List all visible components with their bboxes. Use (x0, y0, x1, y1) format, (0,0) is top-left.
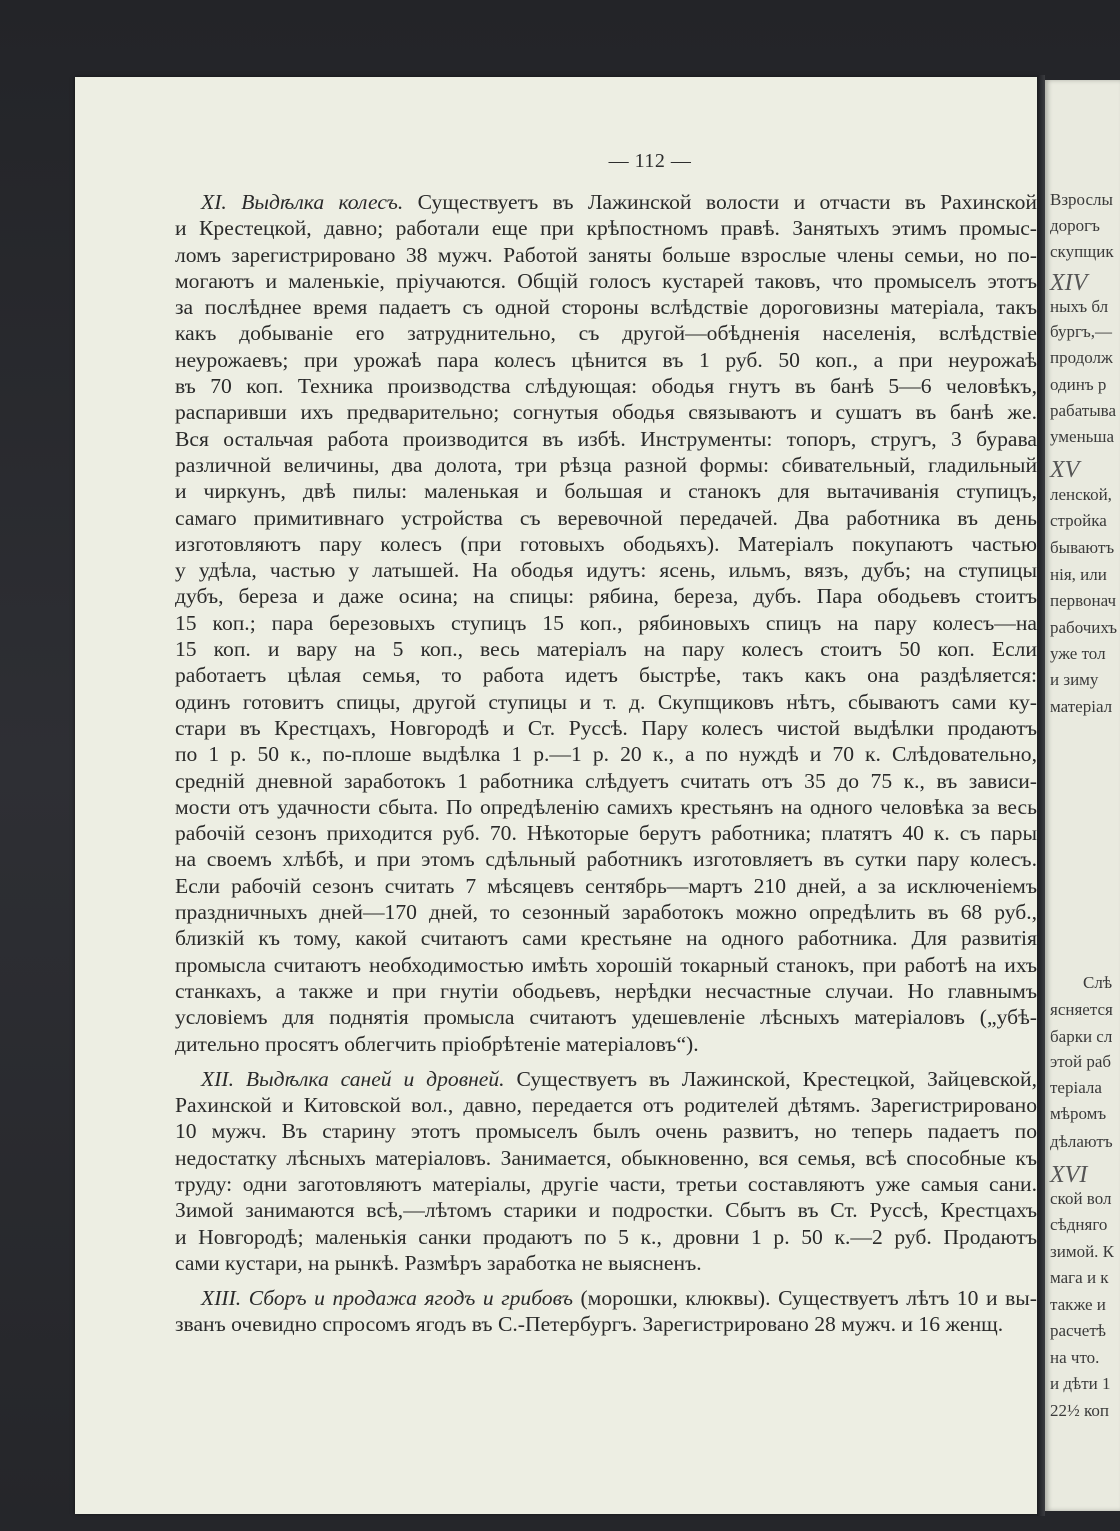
adjacent-page-line: ясняется (1050, 1000, 1113, 1019)
text-line: за послѣднее время падаетъ съ одной стороны вслѣдствіе дороговизны матеріала, такъ (175, 295, 1037, 320)
text-line: 10 мужч. Въ старину этотъ промыселъ былъ очень развитъ, но теперь падаетъ по (175, 1119, 1037, 1144)
adjacent-page-line: матеріал (1050, 697, 1113, 716)
text-line: и чиркунъ, двѣ пилы: маленькая и большая и станокъ для вытачиванія ступицъ, (175, 479, 1037, 504)
adjacent-page-line: Взрослы (1050, 190, 1113, 209)
adjacent-page-line: рабочихъ (1050, 618, 1118, 637)
adjacent-page-line: уже тол (1050, 644, 1106, 663)
line-text: Существуетъ въ Лажинской волости и отчасти въ Рахинской (417, 190, 1037, 214)
text-line: недостатку лѣсныхъ матеріаловъ. Занимается, обыкновенно, вся семья, всѣ способные къ (175, 1145, 1037, 1170)
text-line: различной величины, два долота, три рѣзца разной формы: сбивательный, гладильный (175, 452, 1037, 477)
adjacent-page-line: одинъ р (1050, 375, 1107, 394)
adjacent-page-line: ныхъ бл (1050, 297, 1109, 316)
text-line: по 1 р. 50 к., по-плоше выдѣлка 1 р.—1 р. 20 к., а по нуждѣ и 70 к. Слѣдовательно, (175, 742, 1037, 767)
line-text: (морошки, клюквы). Существуетъ лѣтъ 10 и вы- (580, 1286, 1037, 1311)
book-gutter (1037, 75, 1045, 1516)
text-line: у удѣла, частью у латышей. На ободья идутъ: ясень, ильмъ, вязъ, дубъ; на ступицы (175, 558, 1037, 583)
text-line: Вся остальчая работа производится въ избѣ. Инструменты: топоръ, стругъ, 3 бурава (175, 426, 1037, 451)
adjacent-page-line: зимой. К (1050, 1242, 1115, 1261)
adjacent-page-line: на что. (1050, 1348, 1100, 1367)
text-line: мости отъ удачности сбыта. По опредѣленію самихъ крестьянъ на одного человѣка за весь (175, 794, 1037, 819)
adjacent-page-line: скупщик (1050, 242, 1114, 261)
text-line: распаривши ихъ предварительно; согнутыя ободья связываютъ и сушатъ въ банѣ же. (175, 400, 1037, 425)
text-line: праздничныхъ дней—170 дней, то сезонный заработокъ можно опредѣлить въ 68 руб., (175, 900, 1037, 925)
adjacent-page-line: 22½ коп (1050, 1401, 1109, 1420)
adjacent-page-line: Слѣ (1083, 973, 1113, 992)
text-line: промысла считаютъ необходимостью имѣть хорошій токарный станокъ, при работѣ на ихъ (175, 952, 1037, 977)
text-line: труду: одни заготовляютъ матеріалы, другіе части, третьи составляютъ уже самыя сани. (175, 1171, 1037, 1196)
section-first-line (175, 189, 1037, 215)
adjacent-page-line: ской вол (1050, 1189, 1112, 1208)
text-line: ломъ зарегистрировано 38 мужч. Работой заняты больше взрослые члены семьи, но по- (175, 242, 1037, 267)
adjacent-page-line: первонач (1050, 591, 1117, 610)
text-line: на своемъ хлѣбѣ, и при этомъ сдѣльный работникъ изготовляетъ въ сутки пару колесъ. (175, 847, 1037, 872)
adjacent-page-line: теріала (1050, 1078, 1102, 1097)
page-number: — 112 — (608, 150, 692, 172)
adjacent-page-line: XV (1050, 457, 1080, 483)
text-line: одинъ готовитъ спицы, другой ступицы и т. д. Скупщиковъ нѣтъ, сбываютъ сами ку- (175, 689, 1037, 714)
text-line: стари въ Крестцахъ, Новгородѣ и Ст. Руссѣ. Пару колесъ чистой выдѣлки продаютъ (175, 715, 1037, 740)
adjacent-page-line: дорогъ (1050, 216, 1100, 235)
line-text: Существуетъ въ Лажинской, Крестецкой, Зайцевской, (516, 1066, 1037, 1091)
text-line: самаго примитивнаго устройства съ веревочной передачей. Два работника въ день (175, 505, 1037, 530)
adjacent-page-line: стройка (1050, 511, 1107, 530)
adjacent-page-line: XIV (1050, 270, 1088, 296)
text-line: неурожаевъ; при урожаѣ пара колесъ цѣнится въ 1 руб. 50 коп., а при неурожаѣ (175, 347, 1037, 372)
adjacent-page-line: расчетѣ (1050, 1321, 1107, 1340)
text-line: какъ добываніе его затруднительно, съ другой—обѣдненія населенія, вслѣдствіе (175, 321, 1037, 346)
adjacent-page-line: дѣлаютъ (1050, 1132, 1113, 1151)
adjacent-page-line: ленской, (1050, 485, 1112, 504)
adjacent-page-line: сѣдняго (1050, 1215, 1108, 1234)
text-line: Если рабочій сезонъ считать 7 мѣсяцевъ сентябрь—мартъ 210 дней, а за исключеніемъ (175, 873, 1037, 898)
adjacent-page-line: и дѣти 1 (1050, 1374, 1111, 1393)
text-line: средній дневной заработокъ 1 работника слѣдуетъ считать отъ 35 до 75 к., въ зависи- (175, 768, 1037, 793)
text-line: въ 70 коп. Техника производства слѣдующая: ободья гнутъ въ банѣ 5—6 человѣкъ, (175, 374, 1037, 399)
text-line: сами кустари, на рынкѣ. Размѣръ заработка не выясненъ. (175, 1250, 702, 1275)
text-line: и Новгородѣ; маленькія санки продаютъ по 5 к., дровни 1 р. 50 к.—2 руб. Продаютъ (175, 1224, 1037, 1249)
adjacent-page-line: уменьша (1050, 427, 1115, 446)
text-line: 15 коп.; пара березовыхъ ступицъ 15 коп., рябиновыхъ спицъ на пару колесъ—на (175, 610, 1037, 635)
adjacent-page-line: бургъ,— (1050, 322, 1113, 341)
adjacent-page-fragment (1045, 80, 1120, 1511)
text-line: дубъ, береза и даже осина; на спицы: рябина, береза, дубъ. Пара ободьевъ стоитъ (175, 584, 1037, 609)
page-text (175, 189, 1037, 1338)
adjacent-page-line: бываютъ (1050, 538, 1115, 557)
text-line: рабочій сезонъ приходится руб. 70. Нѣкоторые берутъ работника; платятъ 40 к. съ пары (175, 821, 1037, 846)
text-line: Зимой занимаются всѣ,—лѣтомъ старики и подростки. Сбытъ въ Ст. Руссѣ, Крестцахъ (175, 1198, 1037, 1223)
adjacent-page-line: барки сл (1050, 1027, 1113, 1046)
text-line: изготовляютъ пару колесъ (при готовыхъ ободьяхъ). Матеріалъ покупаютъ частью (175, 531, 1037, 556)
adjacent-page-line: также и (1050, 1295, 1106, 1314)
text-line: условіемъ для поднятія промысла считаютъ удешевленіе лѣсныхъ матеріаловъ („убѣ- (175, 1005, 1037, 1030)
adjacent-page-line: мага и к (1050, 1268, 1109, 1287)
text-line: и Крестецкой, давно; работали еще при крѣпостномъ правѣ. Занятыхъ этимъ промыс- (175, 216, 1037, 241)
text-line: станкахъ, а также и при гнутіи ободьевъ, нерѣдки несчастные случаи. Но главнымъ (175, 978, 1037, 1003)
text-line: дительно просятъ облегчить пріобрѣтеніе матеріаловъ“). (175, 1031, 699, 1056)
adjacent-page-line: рабатыва (1050, 401, 1116, 420)
section-first-line (175, 1285, 1037, 1311)
text-line: 15 коп. и вару на 5 коп., весь матеріалъ на пару колесъ стоитъ 50 коп. Если (175, 637, 1037, 662)
text-line: могаютъ и маленькіе, пріучаются. Общій голосъ кустарей таковъ, что промыселъ этотъ (175, 268, 1037, 293)
adjacent-page-line: продолж (1050, 348, 1113, 367)
text-line: близкій къ тому, какой считаютъ сами крестьяне на одного работника. Для развитія (175, 926, 1037, 951)
adjacent-page-line: XVI (1050, 1162, 1088, 1188)
adjacent-page-line: нія, или (1050, 565, 1107, 584)
text-line: званъ очевидно спросомъ ягодъ въ С.-Петербургъ. Зарегистрировано 28 мужч. и 16 женщ. (175, 1312, 1004, 1337)
section-first-line (175, 1066, 1037, 1092)
text-line: работаетъ цѣлая семья, то работа идетъ быстрѣе, такъ какъ она раздѣляется: (175, 663, 1037, 688)
section-heading: XI. Выдѣлка колесъ. (201, 190, 404, 214)
adjacent-page-line: мѣромъ (1050, 1104, 1107, 1123)
section-heading: XIII. Сборъ и продажа ягодъ и грибовъ (201, 1286, 573, 1311)
book-page (75, 77, 1037, 1514)
adjacent-page-line: этой раб (1050, 1052, 1112, 1071)
text-line: Рахинской и Китовской вол., давно, передается отъ родителей дѣтямъ. Зарегистрировано (175, 1093, 1037, 1118)
section-heading: XII. Выдѣлка саней и дровней. (201, 1066, 505, 1091)
adjacent-page-line: и зиму (1050, 670, 1099, 689)
